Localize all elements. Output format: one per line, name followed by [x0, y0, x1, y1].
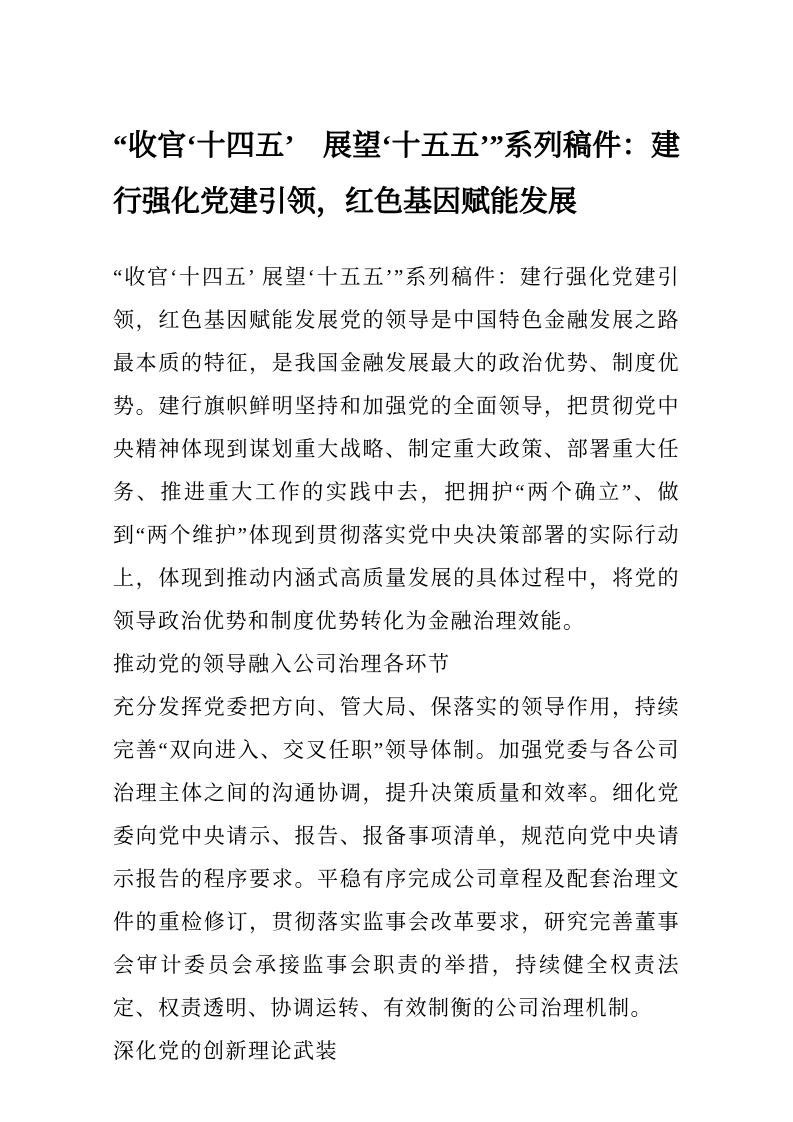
intro-paragraph: “收官‘十四五’ 展望‘十五五’”系列稿件：建行强化党建引领，红色基因赋能发展党的领导是中国特色金融发展之路最本质的特征，是我国金融发展最大的政治优势、制度优势。建行旗帜鲜明坚持和加强党的全面领导，把贯彻党中央精神体现到谋划重大战略、制定重大政策、部署重大任务、推进重大工作的实践中去，把拥护“两个确立”、做到“两个维护”体现到贯彻落实党中央决策部署的实际行动上，体现到推动内涵式高质量发展的具体过程中，将党的领导政治优势和制度优势转化为金融治理效能。: [113, 265, 680, 633]
document-content: [113, 118, 680, 1073]
document-title: “收官‘十四五’ 展望‘十五五’”系列稿件：建行强化党建引领，红色基因赋能发展: [113, 130, 680, 218]
section-heading-theory-armament: 深化党的创新理论武装: [113, 1039, 338, 1063]
section-heading-corporate-governance: 推动党的领导融入公司治理各环节: [113, 652, 451, 676]
body-paragraph-corporate-governance: 充分发挥党委把方向、管大局、保落实的领导作用，持续完善“双向进入、交叉任职”领导体制。加强党委与各公司治理主体之间的沟通协调，提升决策质量和效率。细化党委向党中央请示、报告、报备事项清单，规范向党中央请示报告的程序要求。平稳有序完成公司章程及配套治理文件的重检修订，贯彻落实监事会改革要求，研究完善董事会审计委员会承接监事会职责的举措，持续健全权责法定、权责透明、协调运转、有效制衡的公司治理机制。: [113, 695, 680, 1020]
